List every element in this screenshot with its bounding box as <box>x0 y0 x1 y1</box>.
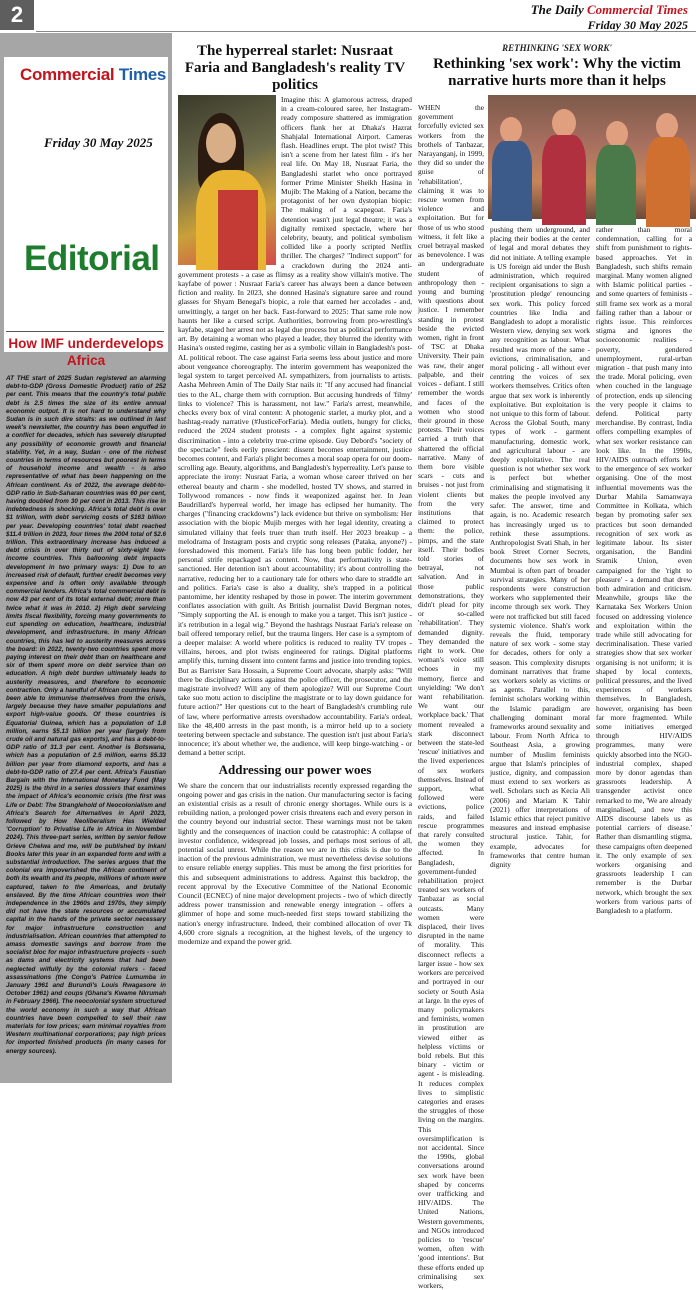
protest-photo <box>488 95 696 219</box>
sexwork-body <box>418 95 696 1290</box>
sexwork-col3: rather than moral condemnation, calling for a shift from punishment to rights-based approaches. Yet in Bangladesh, such shifts remain marginal. Many women aligned with Islamic political parties - and some quarters of feminists - still frame sex work as a moral failing rather than a labour or rights issue. This reinforces stigma and ignores the socioeconomic realities - poverty, gendered unemployment, rural-urban migration - that push many into the trade. Moral policing, even when couched in the language of protection, ends up silencing the very people it claims to defend. Political party merchandise. By contrast, India offers compelling examples of what sex worker resistance can look like. In the 1990s, HIV/AIDS outreach efforts led to the emergence of sex worker organising. One of the most influential movements was the Durbar Mahila Samanwaya Committee in Kolkata, which began by promoting safer sex practices but soon demanded recognition of sex work as legitimate labour. Its sister organisation, the Bandini Sramik Union, even campaigned for the 'right to pleasure' - a demand that drew both admiration and criticism. Meanwhile, groups like the Karnataka Sex Workers Union focused on addressing violence and exploitation within the trade while still advocating for decriminalisation. These varied strategies show that sex worker organising is not uniform; it is shaped by local contexts, political pressures, and the lived experiences of workers themselves. In Bangladesh, however, organising has been far more fragmented. While some initiatives emerged through HIV/AIDS programmes, many were quickly absorbed into the NGO-industrial complex, shaped more by donor agendas than grassroots leadership. A transgender activist once remarked to me, 'We are already marginalised, and now this AIDS discourse labels us as potential carriers of disease.' Rather than dismantling stigma, these campaigns often deepened it. The only example of sex workers organising and grassroots leadership I can remember is the Durbar network, which brought the sex workers from various parts of Bangladesh to a platform. <box>596 225 692 916</box>
editorial-box <box>4 57 168 352</box>
power-article-body: We share the concern that our industrialists recently expressed regarding the ongoing power and gas crisis in the nation. Our manufacturing sector is facing an existential crisis as a result of chronic energy shortages. While ours is a rebuilding nation, a prolonged power crisis threatens each and every person in the country beyond our industrial sector. These warnings must not be taken lightly and the consequences of inaction could be catastrophic: A collapse of investor confidence, widespread job losses, and perhaps most serious of all, potential social unrest. While the reason we are in this crisis is due to the inaction of the previous administration, we must nevertheless devise solutions to ensure reliable energy supplies. This must be among the first priorities for this and subsequent administrations to address. Against this backdrop, the recent approval by the Executive Committee of the National Economic Council (ECNEC) of nine major development projects - two of which directly address power transmission and renewable energy integration - offers a glimmer of hope and some much-needed first steps toward stabilizing the nation's energy infrastructure. Indeed, their combined allocation of over Tk 4,600 crore signals a recognition, at the highest levels, of the urgency to modernize and expand the power grid. <box>178 780 412 947</box>
masthead-name: Commercial Times <box>587 2 688 17</box>
masthead-date: Friday 30 May 2025 <box>587 18 688 32</box>
page-number: 2 <box>0 0 34 30</box>
logo-part1: Commercial <box>20 65 119 84</box>
editorial-rule <box>6 331 164 332</box>
top-rule <box>36 31 696 32</box>
logo-part2: Times <box>118 65 167 84</box>
editorial-label: Editorial <box>24 239 160 278</box>
masthead-prefix: The Daily <box>530 2 588 17</box>
sexwork-col2: pushing them underground, and placing their bodies at the center of legal and moral debates they did not initiate. A telling example is US foreign aid under the Bush administration, which required recipient organisations to sign a 'prostitution pledge' renouncing sex work. This policy forced countries like India and Bangladesh to adopt a moralistic Western view, denying sex work any recognition as labour. What resulted was more of the same - evictions, criminalisation, and moral policing - all without ever centring the voices of sex workers themselves. Critics often argue that sex work is inherently exploitative. But exploitation is not unique to this form of labour. Across the Global South, many types of work - garment manufacturing, domestic work, and agricultural labour - are deeply exploitative. The real question is not whether sex work is perfect but whether criminalising and stigmatising it makes the people involved any safer. The answer, time and again, is no. Academic research has increasingly urged us to rethink these assumptions. Anthropologist Svati Shah, in her book Street Corner Secrets, documents how sex work in Mumbai is often part of broader survival strategies. Many of her respondents were construction workers who supplemented their income through sex work. They were not trafficked but still faced systemic violence. Shah's work reveals the fluid, temporary nature of sex work - some stay for decades, others for only a season. This complexity disrupts dominant narratives that frame sex workers solely as victims or as agents. Parallel to this, feminist scholars working within the Islamic paradigm are challenging dominant moral frameworks around sexuality and labour. From North Africa to Southeast Asia, a growing number of Muslim feminists argue that Islam's principles of justice, dignity, and compassion must extend to sex workers as well. Scholars such as Kecia Ali (2006) and Mariam K Tahir (2021) offer interpretations of Islamic ethics that reject punitive measures and instead emphasise structural justice. Tahir, for example, advocates for frameworks that centre human dignity <box>490 225 590 870</box>
power-article-title: Addressing our power woes <box>218 761 372 777</box>
sexwork-article <box>418 33 696 1290</box>
editorial-column <box>0 33 172 1083</box>
sexwork-col1: WHEN the government forcefully evicted sex workers from the brothels of Tanbazar, Narayanganj, in 1999, they did so under the guise of 'rehabilitation', claiming it was to rescue women from violence and exploitation. But for those of us who stood witness, it felt like a cruel betrayal masked as benevolence. I was an undergraduate student of anthropology then - young and burning with questions about justice. I remember standing in protest beside the evicted women, right in front of TSC at Dhaka University. Their pain was raw, their anger palpable, and their voices - defiant. I still remember the words and faces of the women who stood their ground in those protests. Their voices carried a truth that shattered the official narrative. Many of them bore visible scars - cuts and bruises - not just from violent clients but from the very institutions that claimed to protect them: the police, pimps, and the state itself. Their bodies told stories of betrayal, not salvation. And in those public demonstrations, they didn't plead for pity or so-called 'rehabilitation'. They demanded dignity. They demanded the right to work. One woman's voice still echoes in my memory, fierce and unyielding: 'We don't want rehabilitation. We want our workplace back.' That moment revealed a stark disconnect between the state-led 'rescue' initiatives and the lived experiences of sex workers themselves. Instead of support, what followed were evictions, police raids, and failed rescue programmes that rarely consulted the women they affected. In Bangladesh, government-funded rehabilitation project treated sex workers of Tanbazar as social outcasts. Many women were displaced, their lives disrupted in the name of morality. This disconnect reflects a larger issue - how sex workers are perceived and portrayed in our society or South Asia at large. In the eyes of many policymakers and feminists, women in prostitution are viewed either as helpless victims or bold rebels. But this binary - victim or agent - is misleading. It reduces complex lives to simplistic categories and erases the struggles of those living on the margins. This oversimplification is not accidental. Since the 1990s, global conversations around sex work have been shaped by concerns over trafficking and HIV/AIDS. The United Nations, Western governments, and NGOs introduced policies to 'rescue' women, often with 'good intentions'. But these efforts ended up criminalising sex workers, <box>418 103 484 1290</box>
editorial-date: Friday 30 May 2025 <box>44 135 153 150</box>
nusraat-article-title: The hyperreal starlet: Nusraat Faria and Bangladesh's reality TV politics <box>184 43 406 93</box>
middle-body <box>178 95 412 1083</box>
sexwork-kicker: RETHINKING 'SEX WORK' <box>502 43 612 53</box>
masthead <box>531 2 688 33</box>
commercial-times-logo <box>20 65 166 85</box>
actress-photo <box>178 95 276 265</box>
imf-article-title: How IMF underdevelops Africa <box>8 336 164 368</box>
nusraat-article-body: Imagine this: A glamorous actress, draped in a cream-coloured saree, her Instagram-ready composure shattered as immigration officers flank her at Dhaka's Hazrat Shahjalal International Airport. Cameras flash. Headlines erupt. The plot twist? This isn't a scene from her latest film - it's her real life. On May 18, Nusraat Faria, the Bangladeshi starlet who once portrayed former Prime Minister Sheikh Hasina in Mujib: The Making of a Nation, became the protagonist of her own dystopian biopic: The making of a scapegoat. Faria's detention wasn't just legal theatre; it was a digitally remixed spectacle, where her celebrity, beauty, and political symbolism collided like a poorly scripted Netflix thriller. The charges? "Indirect support" for a crackdown during the 2024 anti-government protests - a case as flimsy as a reality show villain's motive. The kayfabe of power : Nusraat Faria's career has always been a dance between fiction and reality. In 2023, she donned Hasina's signature saree and round glasses for Shyam Benegal's biopic, a role that earned her accolades - and, unwittingly, a target on her back. Fast-forward to 2025: That same role now haunts her like a cursed script. Authorities, borrowing from pro-wrestling's kayfabe, staged her arrest not as legal due process but as political performance art. By detaining a woman who played a leader, they blurred the identity with Hasina's ousted regime, casting her as a symbolic villain in Bangladesh's post-AL political reboot. The case against Faria seems less about justice and more about vengeance choreography. The interim government has weaponized the legal system to target perceived AL sympathizers, from journalists to artists. Aasha Mehreen Amin of The Daily Star nails it: "If any accused had financial ties to the AL, charge them with corruption. But accusing hundreds of 'filmy' links to violence? This is harassment, not law." Faria's arrest, meanwhile, checks every box of viral content: A photogenic starlet, a murky plot, and a hashtag-ready narrative (#JusticeForFaria). Media outlets, hungry for clicks, reduced the 2024 student protests - a complex fight against systemic discrimination - into a celebrity true-crime episode. Guy Debord's "society of the spectacle" feels eerily prescient: dissent becomes entertainment, justice becomes content, and Faria's plight becomes a moral soap opera for our doom-scrolling age. Beauty, algorithms, and Bangladesh's hyperreality. Let's pause to appreciate the irony: Nusraat Faria, a woman whose career thrived on her ethereal beauty and charm - she modelled, hosted TV shows, and starred in Tollywood romances - now finds it weaponized against her. In Jean Baudrillard's hyperreal world, her image has eclipsed her humanity. The charges ("financing crackdowns") lack evidence but thrive on symbolism: Her association with the biopic Mujib merges with her legal identity, creating a simulated villainy that feels truer than truth itself. Her 2023 breakup - a melodrama of Instagram posts and cryptic song releases (Pataka, anyone?) - foreshadowed this moment. Faria's life has long been public fodder, her personal strife repackaged as content. Now, that performativity is state-sanctioned. Her detention isn't about accountability; it's about controlling the narrative, reducing her to a cautionary tale for others who dare to straddle art and politics. Faria's case is also a duality, she's trapped in a political pantomime, her identity reshaped by those in power. The interim government conflates association with guilt. As British journalist David Bergman notes, "Simply supporting the AL is enough to make you a target. This isn't justice - it's retribution in a legal wig." Beyond the hashtags Nusraat Faria's release on bail offered temporary relief, but the trauma lingers. Her case is a symptom of a deeper malaise: A world where politics is reduced to reality TV tropes - villains, heroes, and plot twists engineered for ratings. Digital platforms amplify this, turning dissent into content farms and justice into trending topics. But as Barrister Sara Hossain, a Supreme Court advocate, sharply asks: "Will there be disciplinary actions against the police officer, the prosecutor, and the magistrate involved? Will any of them apologize? Will our Supreme Court take suo motu action to discipline the magistrate or to lay down guidance for future action?" Her questions cut to the heart of Bangladesh's crumbling rule of law, where performative arrests overshadow accountability. Faria's ordeal, like the 48,400 arrests in the past month, is a mirror held up to a society teetering between spectacle and substance. The question isn't just about Faria's innocence; it's about whether we, the audience, will keep binge-watching - or demand a better script. <box>178 95 412 758</box>
sexwork-article-title: Rethinking 'sex work': Why the victim narrative hurts more than it helps <box>433 56 681 89</box>
imf-article-body: AT THE start of 2025 Sudan registered an alarming debt-to-GDP (Gross Domestic Product) ratio of 252 per cent. This means that the country's total public debt is 2.5 times the size of its entire annual economic output. It is not hard to understand why Sudan is in such dire straits: as we outlined in last week's newsletter, the country has been engulfed in a conflict for decades, which has severely disrupted any possibility of economic growth and financial stability. Yet, in a way, Sudan - one of the richest countries in terms of resources but poorest in terms of household income and wealth - is also representative of what has been happening on the African continent. As of 2022, the average debt-to-GDP ratio in Sub-Saharan countries was 60 per cent, having doubled from 30 per cent in 2013. This rise in indebtedness is shocking. Africa's total debt is over $1 trillion, with debt servicing costs of $163 billion per year. Developing countries' total debt reached $11.4 trillion in 2023, four times the 2004 total of $2.6 trillion. This extraordinary increase has induced a debt crisis in over thirty out of sixty-eight low-income countries. This ballooning debt impacts development in two primary ways: 1) Due to an increased risk of default, further credit becomes very expensive and is often only available through commercial lenders. Africa's total commercial debt is now 43 per cent of its total external debt; more than twice what it was in 2010. 2) High debt servicing limits fiscal flexibility, forcing many governments to cut spending on education, healthcare, industrial development, and infrastructure. In many African countries, this has led to austerity measures across the board: in 2022, twenty-two countries spent more paying interest on their debt than on healthcare and six of them spent more on debt service than on education. A high debt burden ultimately leads to austerity measures, and therefore to economic contraction. Only a handful of African countries have been able to immunise themselves from the crisis, largely because they have smaller populations and export high-value goods. Of these countries is Equatorial Guinea, which has a population of 1.8 million, earns $5.13 billion per year (largely from crude oil and natural gas exports), and has a debt-to-GDP ratio of 31.3 per cent. Another is Botswana, which has a population of 2.5 million, earns $5.33 billion per year from diamond exports, and has a debt-to-GDP ratio of 27.4 per cent. Africa's Faustian Bargain with the International Monetary Fund (May 2025) is the third in a series dossiers that examines the impact of Africa's economic crisis (the first was Life or Debt: The Stranglehold of Neocolonialism and Africa's Search for Alternatives in April 2023, followed by How Neoliberalism Has Wielded 'Corruption' to Privatise Life in Africa in November 2024). This three-part series, written by senior fellow Grieve Chelwa and me, will be published by Inkani Books later this year in an expanded form and with a substantial introduction. The series argues that the colonial era impoverished the African continent of both its wealth and its people, millions of whom were captured, taken to the Americas, and brutally enslaved. By the time African countries won their independence in the 1960s and 1970s, they simply did not have the state resources or accumulated capital in the hands of the private sector necessary for major infrastructure construction and industrialisation. African countries that attempted to amass domestic savings and borrow from the socialist bloc for major infrastructure projects - such as dams and electricity systems that had been neglected wilfully by the colonial rulers - faced assassinations (the Congo's Patrice Lumumba in January 1961 and Burundi's Louis Rwagasore in October 1961) and coups (Ghana's Kwame Nkrumah in February 1966). The neocolonial system structured the world economy in such a way that African countries have been compelled to sell their raw materials for low prices; earn minimal royalties from Western multinational corporations; pay high prices for imported finished products (in many cases for energy sources). <box>6 375 166 1055</box>
masthead-brand <box>531 2 688 18</box>
nusraat-article <box>178 33 412 947</box>
